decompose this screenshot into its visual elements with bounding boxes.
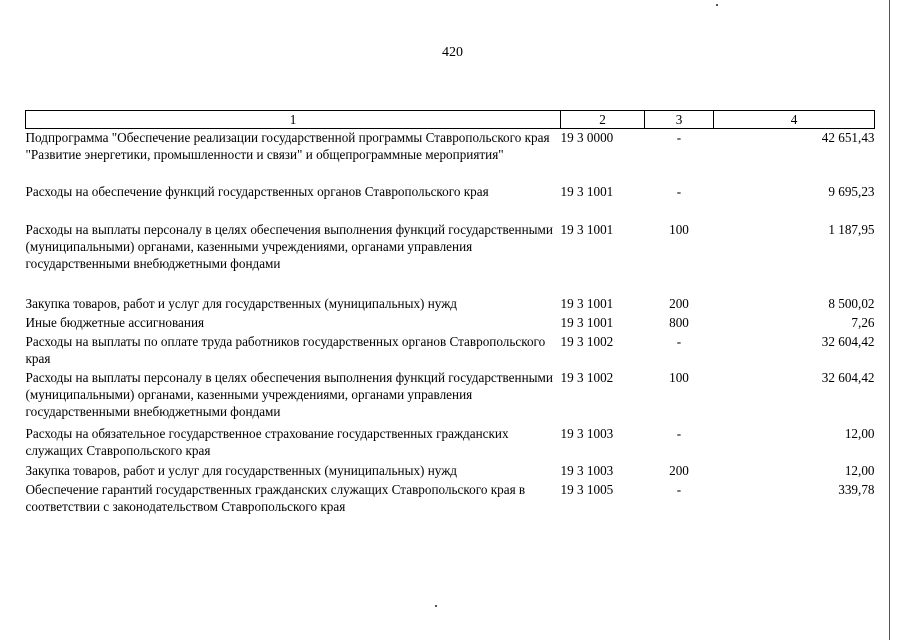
row-name: Расходы на выплаты персоналу в целях обеспечения выполнения функций государственными (муниципальными) органами, казенными учреждениями, органами управления государственными внебюджетными фондами [25, 221, 553, 271]
scan-edge-line [889, 0, 890, 640]
row-code: 19 3 1001 [560, 183, 614, 199]
row-name: Расходы на выплаты персоналу в целях обеспечения выполнения функций государственными (муниципальными) органами, казенными учреждениями, органами управления государственными внебюджетными фондами [25, 369, 553, 419]
row-name: Расходы на обязательное государственное страхование государственных гражданских служащих Ставропольского края [25, 425, 509, 458]
row-code: 19 3 1002 [560, 333, 614, 349]
row-type: 200 [669, 462, 689, 478]
table-row [26, 129, 875, 183]
table-row [26, 221, 875, 295]
row-amount: 12,00 [844, 425, 875, 441]
page-number: 420 [442, 45, 463, 60]
row-type: - [676, 130, 682, 145]
row-code: 19 3 0000 [560, 130, 614, 145]
row-code: 19 3 1005 [560, 481, 614, 497]
row-code: 19 3 1001 [560, 295, 614, 311]
row-name: Иные бюджетные ассигнования [25, 314, 205, 330]
column-header-3: 3 [645, 111, 714, 129]
row-amount: 12,00 [844, 462, 875, 478]
row-amount: 32 604,42 [821, 333, 875, 349]
row-type: 100 [669, 369, 689, 385]
row-amount: 1 187,95 [828, 221, 875, 237]
row-name: Расходы на выплаты по оплате труда работников государственных органов Ставропольского края [25, 333, 546, 366]
column-header-2: 2 [561, 111, 645, 129]
table-row [26, 295, 875, 314]
column-header-4: 4 [714, 111, 875, 129]
table-row [26, 369, 875, 425]
scan-speck [716, 4, 718, 6]
header-row [26, 111, 875, 129]
row-amount: 42 651,43 [821, 130, 875, 145]
row-type: - [676, 481, 682, 497]
column-header-1: 1 [26, 111, 561, 129]
row-type: - [676, 425, 682, 441]
row-name: Подпрограмма "Обеспечение реализации государственной программы Ставропольского края "Развитие энергетики, промышленности и связи" и общепрограммные мероприятия" [25, 130, 550, 162]
row-type: 100 [669, 221, 689, 237]
row-amount: 339,78 [838, 481, 875, 497]
row-name: Обеспечение гарантий государственных гражданских служащих Ставропольского края в соответствии с законодательством Ставропольского края [25, 481, 526, 514]
row-code: 19 3 1003 [560, 462, 614, 478]
row-amount: 7,26 [851, 314, 875, 330]
table-row [26, 314, 875, 333]
row-amount: 32 604,42 [821, 369, 875, 385]
row-amount: 9 695,23 [828, 183, 875, 199]
row-code: 19 3 1003 [560, 425, 614, 441]
table-row [26, 425, 875, 462]
row-type: - [676, 333, 682, 349]
budget-table [25, 110, 875, 517]
row-type: 800 [669, 314, 689, 330]
scan-speck [435, 605, 437, 607]
table-row [26, 481, 875, 517]
row-name: Закупка товаров, работ и услуг для государственных (муниципальных) нужд [25, 295, 458, 311]
table-row [26, 462, 875, 481]
row-name: Закупка товаров, работ и услуг для государственных (муниципальных) нужд [25, 462, 458, 478]
row-name: Расходы на обеспечение функций государственных органов Ставропольского края [25, 183, 489, 199]
row-code: 19 3 1001 [560, 221, 614, 237]
table-row [26, 183, 875, 221]
table-body [26, 129, 875, 517]
row-type: 200 [669, 295, 689, 311]
row-code: 19 3 1002 [560, 369, 614, 385]
table-header [26, 111, 875, 129]
row-type: - [676, 183, 682, 199]
table-row [26, 333, 875, 369]
row-code: 19 3 1001 [560, 314, 614, 330]
row-amount: 8 500,02 [828, 295, 875, 311]
